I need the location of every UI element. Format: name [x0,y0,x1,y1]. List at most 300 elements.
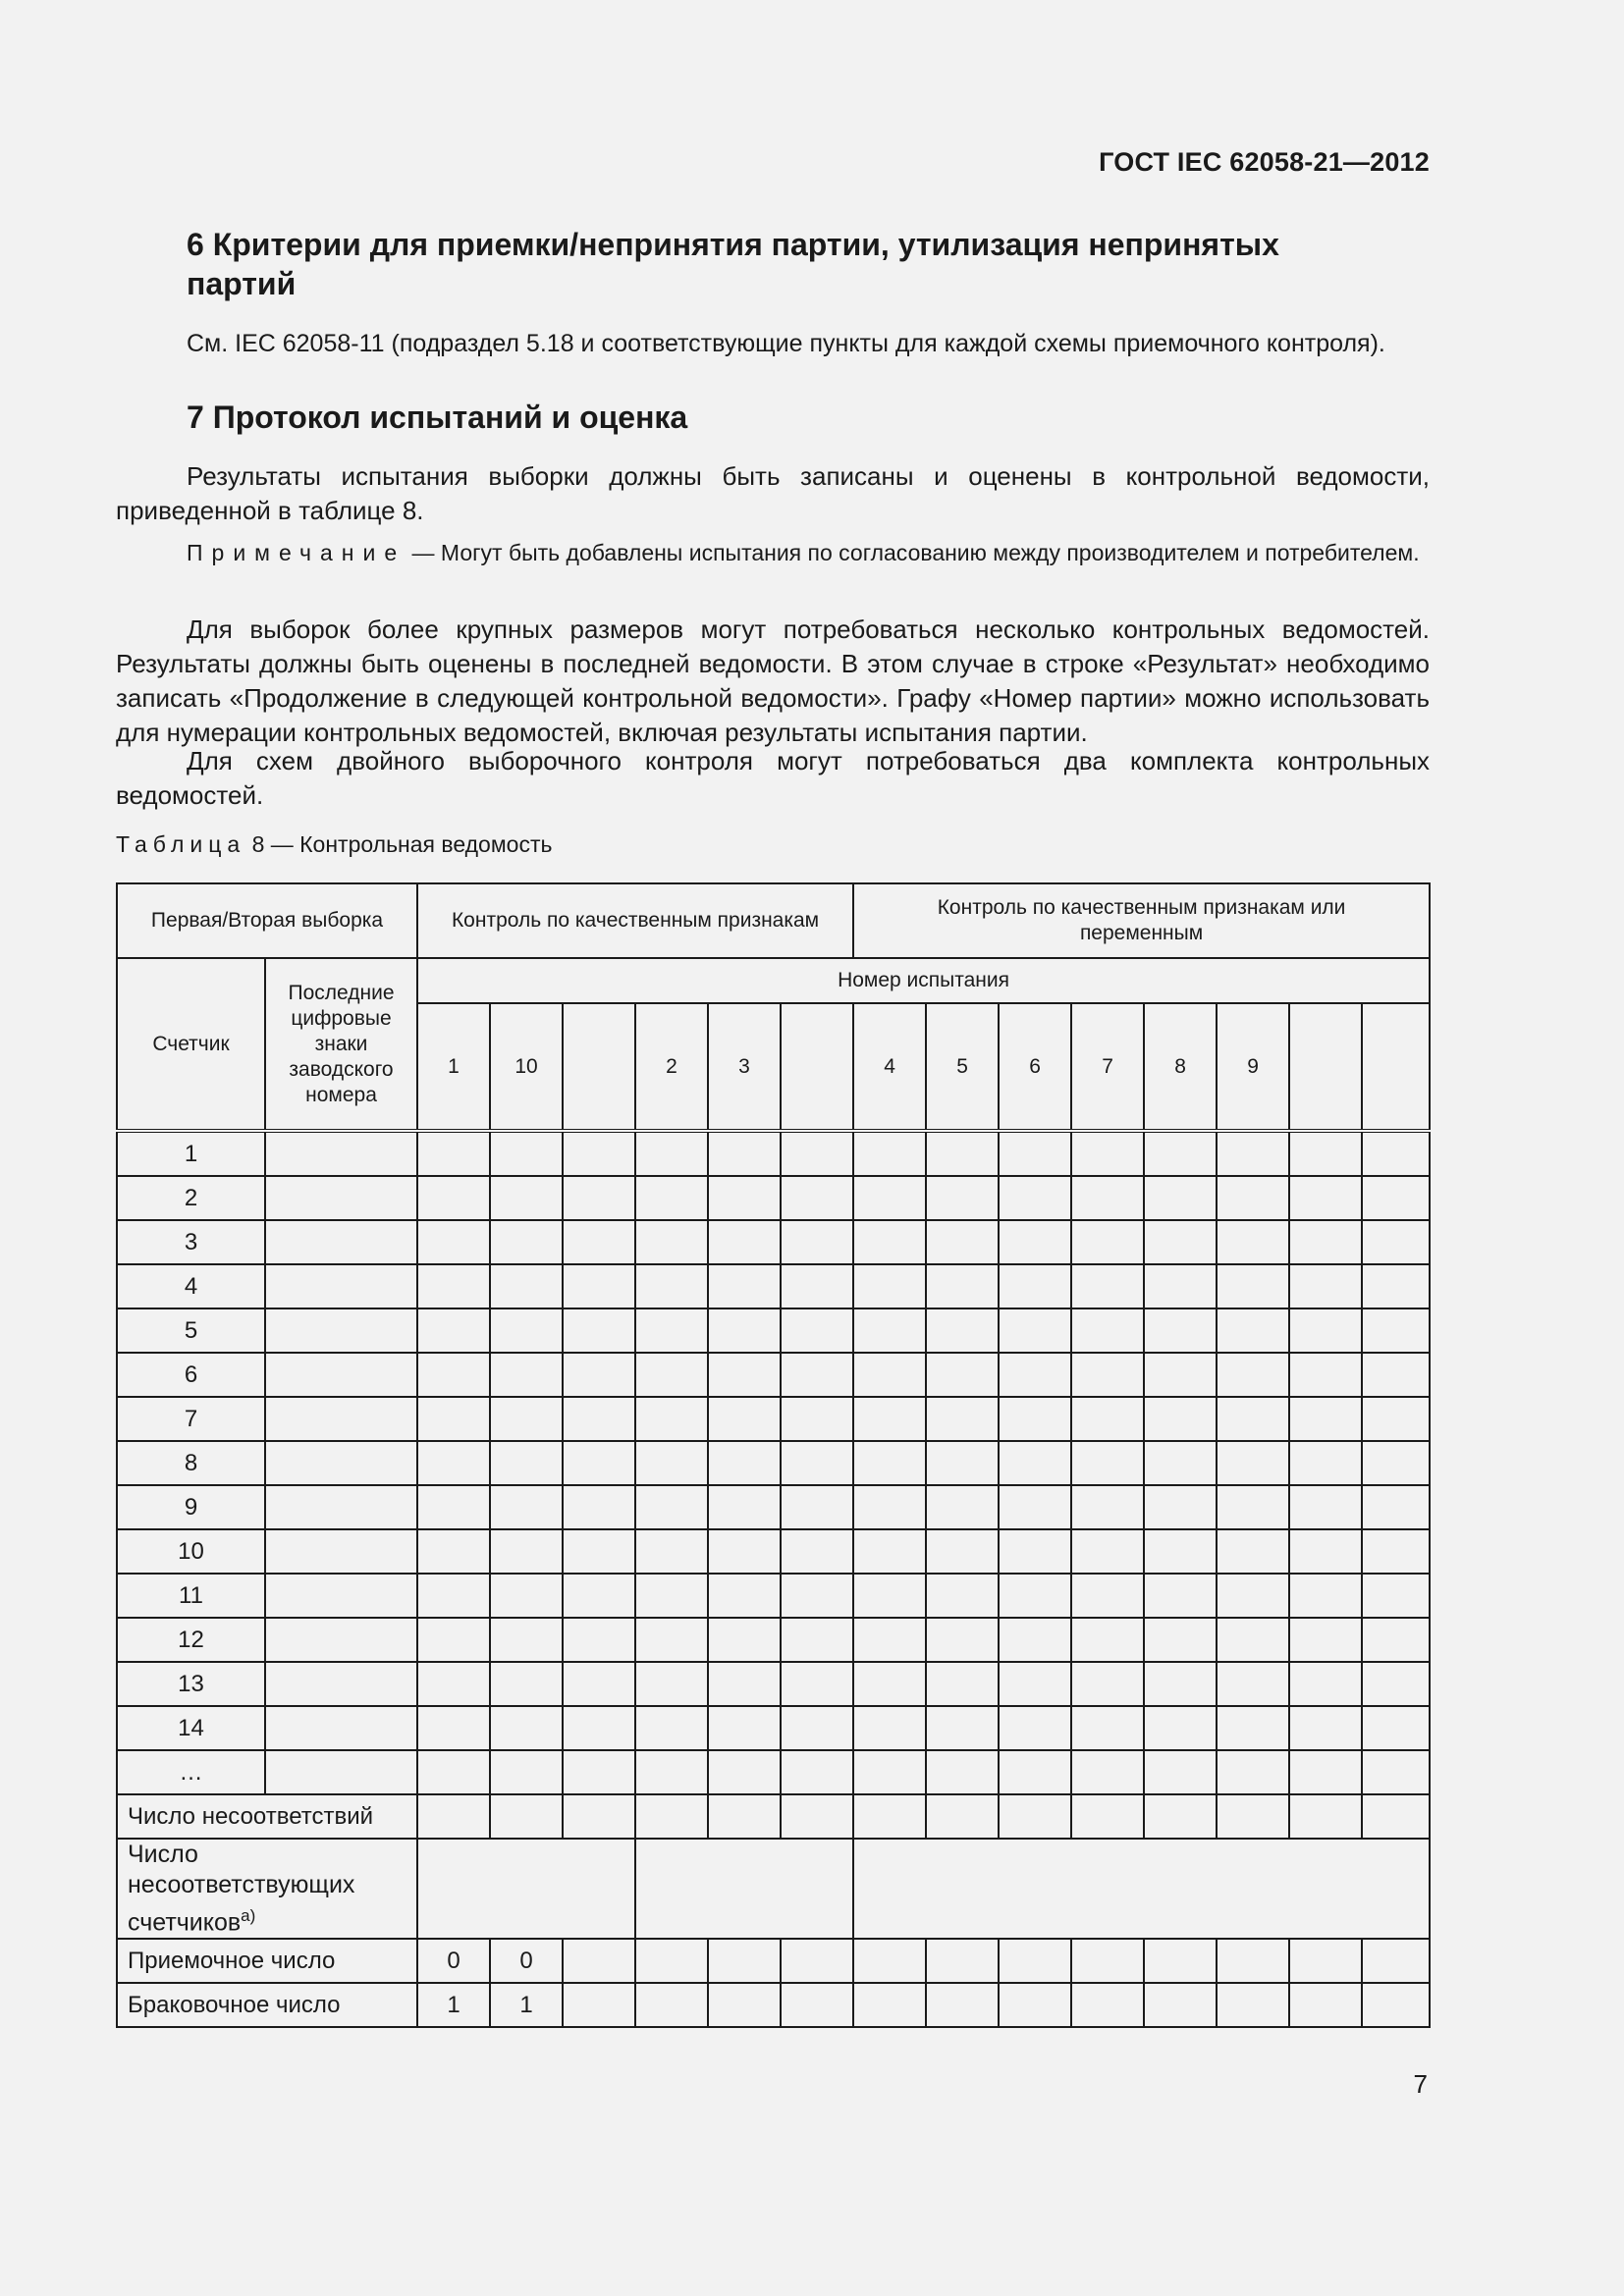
result-cell[interactable] [999,1308,1071,1353]
result-cell[interactable] [1217,1220,1289,1264]
test-column-header: 3 [708,1003,781,1131]
result-cell[interactable] [1217,1706,1289,1750]
result-cell[interactable] [1217,1618,1289,1662]
value-cell[interactable]: 1 [490,1983,563,2027]
result-cell[interactable] [490,1618,563,1662]
result-cell[interactable] [635,1706,708,1750]
serial-digits-cell[interactable] [265,1485,417,1529]
test-column-header: 10 [490,1003,563,1131]
result-cell[interactable] [1071,1574,1144,1618]
result-cell[interactable] [853,1220,926,1264]
result-cell[interactable] [635,1308,708,1353]
result-cell[interactable] [1217,1441,1289,1485]
result-cell[interactable] [999,1574,1071,1618]
result-cell[interactable] [1217,1750,1289,1794]
result-cell[interactable] [708,1353,781,1397]
value-cell[interactable] [708,1983,781,2027]
value-cell[interactable] [563,1983,635,2027]
result-cell[interactable] [708,1662,781,1706]
result-cell[interactable] [1071,1441,1144,1485]
result-cell[interactable] [1217,1529,1289,1574]
value-cell[interactable] [781,1939,853,1983]
result-cell[interactable] [563,1353,635,1397]
result-cell[interactable] [853,1750,926,1794]
row-nonconformities [117,1794,1430,1839]
serial-digits-cell[interactable] [265,1662,417,1706]
serial-digits-cell[interactable] [265,1574,417,1618]
table-caption-label: Таблица [116,831,246,857]
result-cell[interactable] [781,1441,853,1485]
result-cell[interactable] [1144,1131,1217,1176]
result-cell[interactable] [1217,1308,1289,1353]
value-cell[interactable] [853,1939,926,1983]
result-cell[interactable] [1071,1176,1144,1220]
result-cell[interactable] [999,1485,1071,1529]
result-cell[interactable] [708,1264,781,1308]
value-cell[interactable] [1071,1939,1144,1983]
result-cell[interactable] [1362,1264,1430,1308]
test-column-header: 8 [1144,1003,1217,1131]
result-cell[interactable] [1217,1574,1289,1618]
result-cell[interactable] [1217,1485,1289,1529]
result-cell[interactable] [999,1397,1071,1441]
result-cell[interactable] [1144,1264,1217,1308]
result-cell[interactable] [1144,1176,1217,1220]
result-cell[interactable] [417,1529,490,1574]
result-cell[interactable] [999,1353,1071,1397]
value-cell[interactable] [1289,1939,1362,1983]
value-cell[interactable] [1289,1983,1362,2027]
result-cell[interactable] [853,1176,926,1220]
section-7-paragraph-3: Для схем двойного выборочного контроля могут потребоваться два комплекта контрольных ведомостей. [116,746,1430,810]
result-cell[interactable] [999,1131,1071,1176]
value-cell[interactable] [926,1939,999,1983]
result-cell[interactable] [417,1264,490,1308]
result-cell[interactable] [417,1353,490,1397]
result-cell[interactable] [1144,1750,1217,1794]
result-cell[interactable] [781,1485,853,1529]
result-cell[interactable] [708,1794,781,1839]
result-cell[interactable] [417,1485,490,1529]
result-cell[interactable] [1362,1220,1430,1264]
table-caption-text: 8 — Контрольная ведомость [245,831,553,857]
test-column-header: 6 [999,1003,1071,1131]
result-cell[interactable] [490,1794,563,1839]
result-cell[interactable] [853,1618,926,1662]
result-cell[interactable] [563,1485,635,1529]
result-cell[interactable] [417,1441,490,1485]
result-cell[interactable] [417,1574,490,1618]
result-cell[interactable] [999,1706,1071,1750]
result-cell[interactable] [1362,1131,1430,1176]
result-cell[interactable] [635,1176,708,1220]
result-cell[interactable] [563,1264,635,1308]
result-cell[interactable] [635,1574,708,1618]
result-cell[interactable] [999,1264,1071,1308]
result-cell[interactable] [1071,1485,1144,1529]
result-cell[interactable] [490,1662,563,1706]
result-cell[interactable] [708,1131,781,1176]
result-cell[interactable] [417,1662,490,1706]
result-cell[interactable] [1144,1706,1217,1750]
value-cell[interactable] [1144,1939,1217,1983]
result-cell[interactable] [781,1574,853,1618]
result-cell[interactable] [926,1794,999,1839]
result-cell[interactable] [1289,1353,1362,1397]
result-cell[interactable] [490,1706,563,1750]
result-cell[interactable] [781,1353,853,1397]
result-cell[interactable] [563,1618,635,1662]
result-cell[interactable] [1362,1176,1430,1220]
result-cell[interactable] [635,1353,708,1397]
result-cell[interactable] [926,1441,999,1485]
nonconforming-meters-cell[interactable] [853,1839,1430,1939]
result-cell[interactable] [1217,1794,1289,1839]
result-cell[interactable] [563,1529,635,1574]
result-cell[interactable] [1144,1529,1217,1574]
serial-digits-cell[interactable] [265,1176,417,1220]
section-6-heading-line-1: 6 Критерии для приемки/непринятия партии, утилизация непринятых [187,227,1279,262]
result-cell[interactable] [708,1176,781,1220]
serial-digits-cell[interactable] [265,1618,417,1662]
table-row [117,1662,1430,1706]
result-cell[interactable] [926,1176,999,1220]
result-cell[interactable] [708,1618,781,1662]
result-cell[interactable] [708,1574,781,1618]
result-cell[interactable] [999,1529,1071,1574]
value-cell[interactable] [1362,1983,1430,2027]
result-cell[interactable] [1289,1574,1362,1618]
serial-digits-cell[interactable] [265,1264,417,1308]
result-cell[interactable] [1217,1264,1289,1308]
result-cell[interactable] [926,1220,999,1264]
result-cell[interactable] [1217,1353,1289,1397]
result-cell[interactable] [563,1131,635,1176]
result-cell[interactable] [1071,1618,1144,1662]
result-cell[interactable] [490,1574,563,1618]
result-cell[interactable] [635,1662,708,1706]
result-cell[interactable] [853,1706,926,1750]
value-cell[interactable] [999,1939,1071,1983]
result-cell[interactable] [1289,1618,1362,1662]
counter-number: 6 [117,1353,265,1397]
value-cell[interactable] [781,1983,853,2027]
result-cell[interactable] [563,1441,635,1485]
result-cell[interactable] [1289,1176,1362,1220]
result-cell[interactable] [635,1794,708,1839]
result-cell[interactable] [1144,1794,1217,1839]
result-cell[interactable] [853,1574,926,1618]
value-cell[interactable] [999,1983,1071,2027]
test-column-header: 4 [853,1003,926,1131]
result-cell[interactable] [563,1750,635,1794]
result-cell[interactable] [708,1529,781,1574]
result-cell[interactable] [417,1618,490,1662]
result-cell[interactable] [1144,1662,1217,1706]
table-row [117,1618,1430,1662]
result-cell[interactable] [490,1308,563,1353]
result-cell[interactable] [563,1662,635,1706]
result-cell[interactable] [1144,1441,1217,1485]
value-cell[interactable] [926,1983,999,2027]
result-cell[interactable] [490,1353,563,1397]
table-row [117,1706,1430,1750]
result-cell[interactable] [1071,1529,1144,1574]
result-cell[interactable] [563,1308,635,1353]
result-cell[interactable] [563,1397,635,1441]
result-cell[interactable] [417,1750,490,1794]
result-cell[interactable] [490,1485,563,1529]
serial-digits-cell[interactable] [265,1220,417,1264]
result-cell[interactable] [708,1441,781,1485]
result-cell[interactable] [999,1750,1071,1794]
result-cell[interactable] [1071,1308,1144,1353]
result-cell[interactable] [1071,1750,1144,1794]
result-cell[interactable] [999,1618,1071,1662]
result-cell[interactable] [635,1131,708,1176]
result-cell[interactable] [635,1485,708,1529]
result-cell[interactable] [853,1529,926,1574]
result-cell[interactable] [635,1220,708,1264]
result-cell[interactable] [853,1264,926,1308]
table-caption [116,829,552,859]
result-cell[interactable] [1217,1397,1289,1441]
result-cell[interactable] [635,1441,708,1485]
result-cell[interactable] [1289,1131,1362,1176]
result-cell[interactable] [417,1706,490,1750]
result-cell[interactable] [1289,1750,1362,1794]
nonconforming-meters-cell[interactable] [635,1839,853,1939]
value-cell[interactable] [708,1939,781,1983]
result-cell[interactable] [1071,1264,1144,1308]
header-attribute-variable-control: Контроль по качественным признакам или переменным [853,883,1430,958]
result-cell[interactable] [999,1794,1071,1839]
result-cell[interactable] [1289,1706,1362,1750]
result-cell[interactable] [926,1706,999,1750]
result-cell[interactable] [490,1397,563,1441]
result-cell[interactable] [417,1794,490,1839]
result-cell[interactable] [1071,1706,1144,1750]
row-rejection-number [117,1983,1430,2027]
result-cell[interactable] [635,1618,708,1662]
result-cell[interactable] [635,1529,708,1574]
result-cell[interactable] [490,1441,563,1485]
table-row [117,1308,1430,1353]
value-cell[interactable] [1217,1939,1289,1983]
result-cell[interactable] [1144,1220,1217,1264]
value-cell[interactable] [1362,1939,1430,1983]
result-cell[interactable] [563,1176,635,1220]
result-cell[interactable] [417,1131,490,1176]
serial-digits-cell[interactable] [265,1441,417,1485]
row-acceptance-number [117,1939,1430,1983]
result-cell[interactable] [635,1750,708,1794]
result-cell[interactable] [781,1750,853,1794]
result-cell[interactable] [1289,1794,1362,1839]
result-cell[interactable] [1289,1308,1362,1353]
result-cell[interactable] [1289,1220,1362,1264]
result-cell[interactable] [417,1220,490,1264]
result-cell[interactable] [926,1308,999,1353]
result-cell[interactable] [853,1662,926,1706]
result-cell[interactable] [926,1397,999,1441]
result-cell[interactable] [563,1794,635,1839]
result-cell[interactable] [853,1353,926,1397]
serial-digits-cell[interactable] [265,1706,417,1750]
result-cell[interactable] [1362,1618,1430,1662]
result-cell[interactable] [1071,1220,1144,1264]
result-cell[interactable] [926,1618,999,1662]
result-cell[interactable] [853,1485,926,1529]
result-cell[interactable] [1362,1485,1430,1529]
result-cell[interactable] [708,1308,781,1353]
result-cell[interactable] [926,1264,999,1308]
result-cell[interactable] [926,1529,999,1574]
result-cell[interactable] [1144,1308,1217,1353]
result-cell[interactable] [563,1706,635,1750]
value-cell[interactable] [563,1939,635,1983]
value-cell[interactable] [635,1983,708,2027]
result-cell[interactable] [781,1397,853,1441]
result-cell[interactable] [1362,1441,1430,1485]
result-cell[interactable] [999,1662,1071,1706]
result-cell[interactable] [1362,1353,1430,1397]
result-cell[interactable] [853,1794,926,1839]
result-cell[interactable] [490,1220,563,1264]
result-cell[interactable] [708,1397,781,1441]
result-cell[interactable] [926,1662,999,1706]
table-row [117,1176,1430,1220]
result-cell[interactable] [708,1485,781,1529]
result-cell[interactable] [490,1750,563,1794]
result-cell[interactable] [417,1308,490,1353]
test-column-header [1289,1003,1362,1131]
value-cell[interactable]: 0 [490,1939,563,1983]
table-row [117,1485,1430,1529]
result-cell[interactable] [1362,1529,1430,1574]
result-cell[interactable] [1362,1397,1430,1441]
result-cell[interactable] [563,1574,635,1618]
result-cell[interactable] [781,1529,853,1574]
result-cell[interactable] [1362,1662,1430,1706]
result-cell[interactable] [708,1750,781,1794]
result-cell[interactable] [1071,1353,1144,1397]
result-cell[interactable] [781,1220,853,1264]
result-cell[interactable] [1289,1441,1362,1485]
value-cell[interactable] [1217,1983,1289,2027]
result-cell[interactable] [926,1131,999,1176]
result-cell[interactable] [1071,1662,1144,1706]
value-cell[interactable] [635,1939,708,1983]
table-row [117,1220,1430,1264]
result-cell[interactable] [1144,1397,1217,1441]
result-cell[interactable] [1362,1308,1430,1353]
result-cell[interactable] [1217,1131,1289,1176]
result-cell[interactable] [1362,1794,1430,1839]
result-cell[interactable] [417,1397,490,1441]
serial-digits-cell[interactable] [265,1397,417,1441]
result-cell[interactable] [1362,1750,1430,1794]
result-cell[interactable] [781,1308,853,1353]
result-cell[interactable] [781,1264,853,1308]
serial-digits-cell[interactable] [265,1131,417,1176]
serial-digits-cell[interactable] [265,1529,417,1574]
result-cell[interactable] [781,1706,853,1750]
result-cell[interactable] [1362,1706,1430,1750]
result-cell[interactable] [1144,1574,1217,1618]
result-cell[interactable] [1289,1397,1362,1441]
result-cell[interactable] [781,1176,853,1220]
result-cell[interactable] [708,1706,781,1750]
nonconformities-label: Число несоответствий [117,1794,417,1839]
result-cell[interactable] [781,1618,853,1662]
result-cell[interactable] [853,1441,926,1485]
result-cell[interactable] [926,1750,999,1794]
result-cell[interactable] [1217,1662,1289,1706]
value-cell[interactable]: 0 [417,1939,490,1983]
counter-number: 12 [117,1618,265,1662]
result-cell[interactable] [635,1264,708,1308]
serial-digits-cell[interactable] [265,1353,417,1397]
result-cell[interactable] [999,1441,1071,1485]
result-cell[interactable] [490,1176,563,1220]
value-cell[interactable] [1144,1983,1217,2027]
value-cell[interactable] [1071,1983,1144,2027]
value-cell[interactable]: 1 [417,1983,490,2027]
result-cell[interactable] [1071,1397,1144,1441]
result-cell[interactable] [1144,1353,1217,1397]
result-cell[interactable] [1289,1662,1362,1706]
result-cell[interactable] [926,1353,999,1397]
result-cell[interactable] [1071,1131,1144,1176]
nonconforming-meters-cell[interactable] [417,1839,635,1939]
result-cell[interactable] [1362,1574,1430,1618]
result-cell[interactable] [1144,1618,1217,1662]
table-row [117,1574,1430,1618]
result-cell[interactable] [417,1176,490,1220]
result-cell[interactable] [563,1220,635,1264]
table-row [117,1397,1430,1441]
result-cell[interactable] [926,1574,999,1618]
result-cell[interactable] [635,1397,708,1441]
result-cell[interactable] [490,1264,563,1308]
result-cell[interactable] [781,1662,853,1706]
result-cell[interactable] [999,1176,1071,1220]
result-cell[interactable] [1144,1485,1217,1529]
result-cell[interactable] [1289,1485,1362,1529]
result-cell[interactable] [1289,1529,1362,1574]
result-cell[interactable] [781,1794,853,1839]
counter-number: 10 [117,1529,265,1574]
result-cell[interactable] [490,1529,563,1574]
result-cell[interactable] [853,1131,926,1176]
table-row [117,1353,1430,1397]
result-cell[interactable] [781,1131,853,1176]
result-cell[interactable] [1289,1264,1362,1308]
result-cell[interactable] [490,1131,563,1176]
result-cell[interactable] [853,1397,926,1441]
result-cell[interactable] [853,1308,926,1353]
result-cell[interactable] [926,1485,999,1529]
result-cell[interactable] [1217,1176,1289,1220]
result-cell[interactable] [999,1220,1071,1264]
value-cell[interactable] [853,1983,926,2027]
counter-number: 14 [117,1706,265,1750]
result-cell[interactable] [1071,1794,1144,1839]
result-cell[interactable] [708,1220,781,1264]
serial-digits-cell[interactable] [265,1750,417,1794]
serial-digits-cell[interactable] [265,1308,417,1353]
